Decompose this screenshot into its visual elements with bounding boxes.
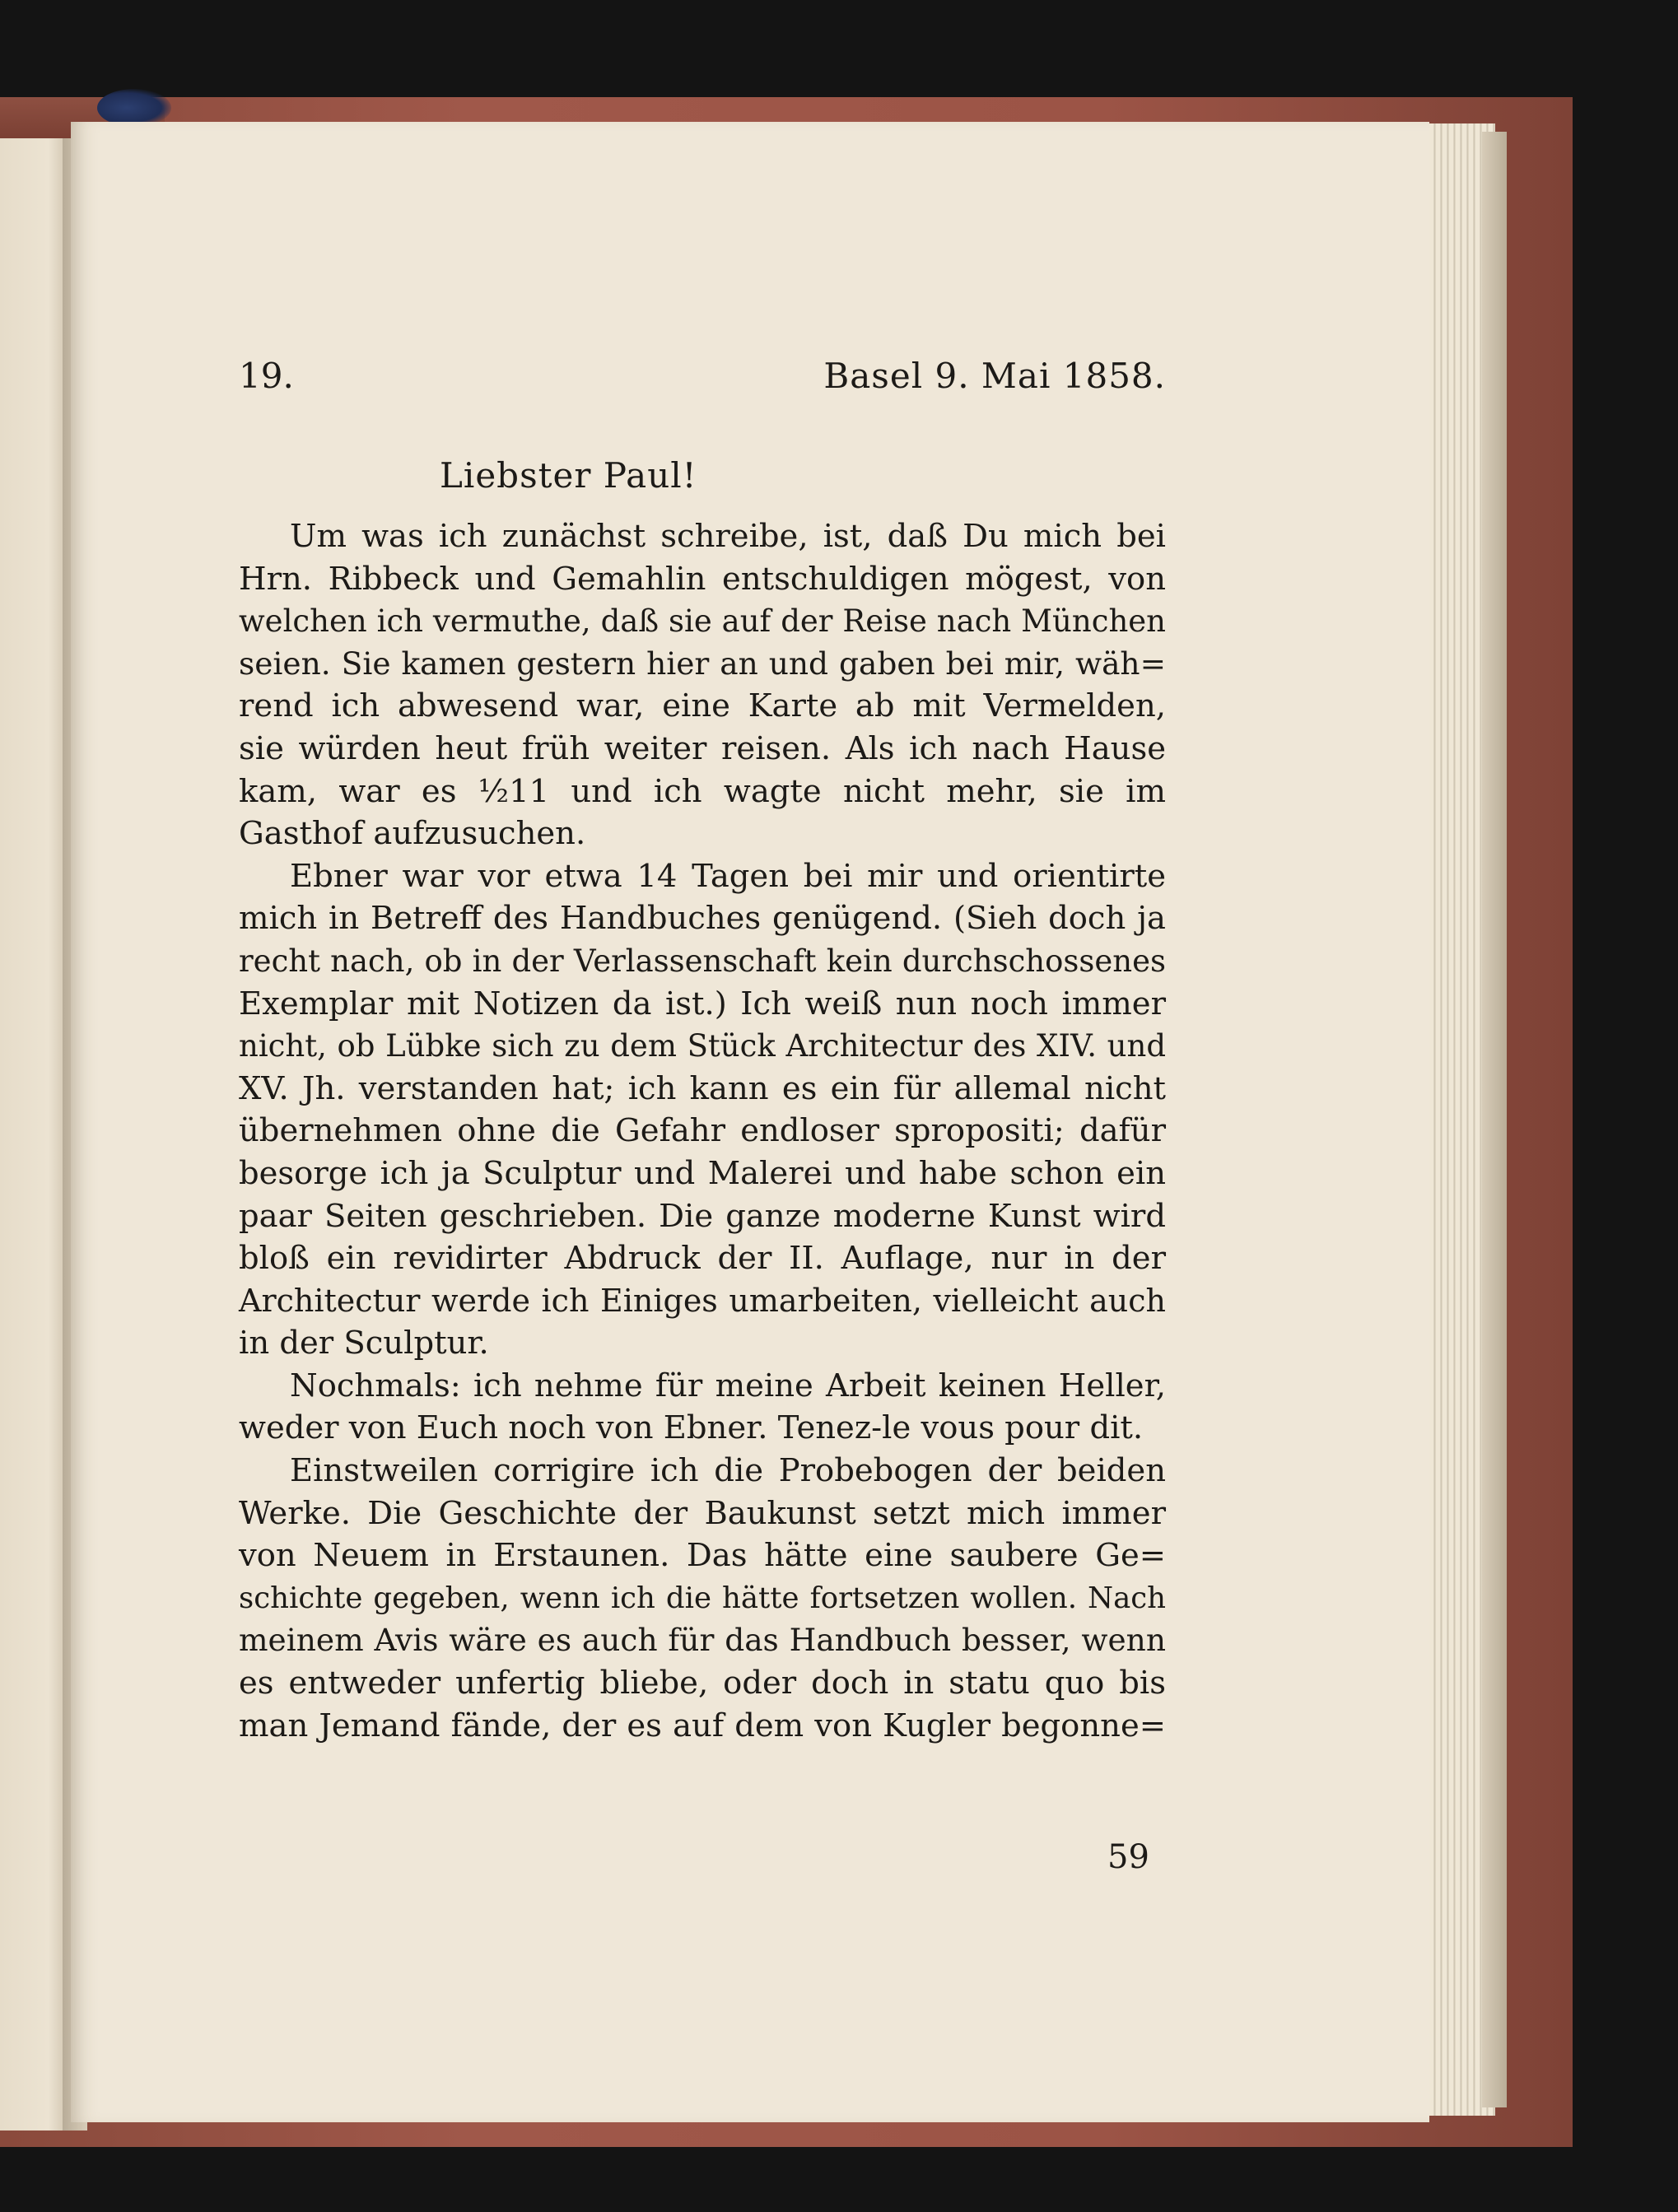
text-line: übernehmen ohne die Gefahr endloser spropositi; dafür <box>239 1112 1166 1150</box>
text-line: seien. Sie kamen gestern hier an und gaben bei mir, wäh= <box>239 645 1166 682</box>
text-line: welchen ich vermuthe, daß sie auf der Reise nach München <box>239 603 1166 640</box>
text-line: nicht, ob Lübke sich zu dem Stück Architectur des XIV. und <box>239 1028 1166 1064</box>
place-date: Basel 9. Mai 1858. <box>823 356 1166 396</box>
page-number: 59 <box>1107 1838 1149 1876</box>
page-edges-shade <box>1482 132 1507 2107</box>
text-line: bloß ein revidirter Abdruck der II. Auflage, nur in der <box>239 1240 1166 1278</box>
text-line: man Jemand fände, der es auf dem von Kugler begonne= <box>239 1707 1166 1744</box>
text-line: es entweder unfertig bliebe, oder doch in statu quo bis <box>239 1665 1166 1702</box>
text-line: Nochmals: ich nehme für meine Arbeit keinen Heller, <box>290 1367 1166 1404</box>
left-page-edge <box>0 138 69 2131</box>
text-line: von Neuem in Erstaunen. Das hätte eine saubere Ge= <box>239 1537 1166 1575</box>
text-line: recht nach, ob in der Verlassenschaft kein durchschossenes <box>239 943 1166 979</box>
text-line: schichte gegeben, wenn ich die hätte fortsetzen wollen. Nach <box>239 1581 1166 1615</box>
text-line: meinem Avis wäre es auch für das Handbuch besser, wenn <box>239 1622 1166 1659</box>
letter-header <box>239 356 1166 405</box>
text-line: Gasthof aufzusuchen. <box>239 815 586 853</box>
letter-number: 19. <box>239 356 294 396</box>
text-line: Architectur werde ich Einiges umarbeiten, vielleicht auch <box>239 1282 1166 1319</box>
text-line: kam, war es ½11 und ich wagte nicht mehr, sie im <box>239 772 1166 810</box>
text-line: Werke. Die Geschichte der Baukunst setzt mich immer <box>239 1494 1166 1532</box>
text-line: XV. Jh. verstanden hat; ich kann es ein für allemal nicht <box>239 1069 1166 1107</box>
text-line: weder von Euch noch von Ebner. Tenez-le vous pour dit. <box>239 1409 1144 1447</box>
text-line: besorge ich ja Sculptur und Malerei und habe schon ein <box>239 1154 1166 1192</box>
text-line: mich in Betreff des Handbuches genügend. (Sieh doch ja <box>239 900 1166 938</box>
salutation: Liebster Paul! <box>440 455 697 496</box>
text-line: Exemplar mit Notizen da ist.) Ich weiß nun noch immer <box>239 985 1166 1022</box>
text-line: Ebner war vor etwa 14 Tagen bei mir und orientirte <box>290 857 1166 895</box>
text-line: Um was ich zunächst schreibe, ist, daß Du mich bei <box>290 518 1166 555</box>
text-line: in der Sculptur. <box>239 1325 489 1362</box>
letter-body <box>239 515 1166 1747</box>
text-line: paar Seiten geschrieben. Die ganze moderne Kunst wird <box>239 1197 1166 1235</box>
text-line: Einstweilen corrigire ich die Probebogen der beiden <box>290 1452 1166 1490</box>
text-line: Hrn. Ribbeck und Gemahlin entschuldigen mögest, von <box>239 560 1166 598</box>
text-line: sie würden heut früh weiter reisen. Als ich nach Hause <box>239 729 1166 767</box>
text-line: rend ich abwesend war, eine Karte ab mit Vermelden, <box>239 687 1166 725</box>
